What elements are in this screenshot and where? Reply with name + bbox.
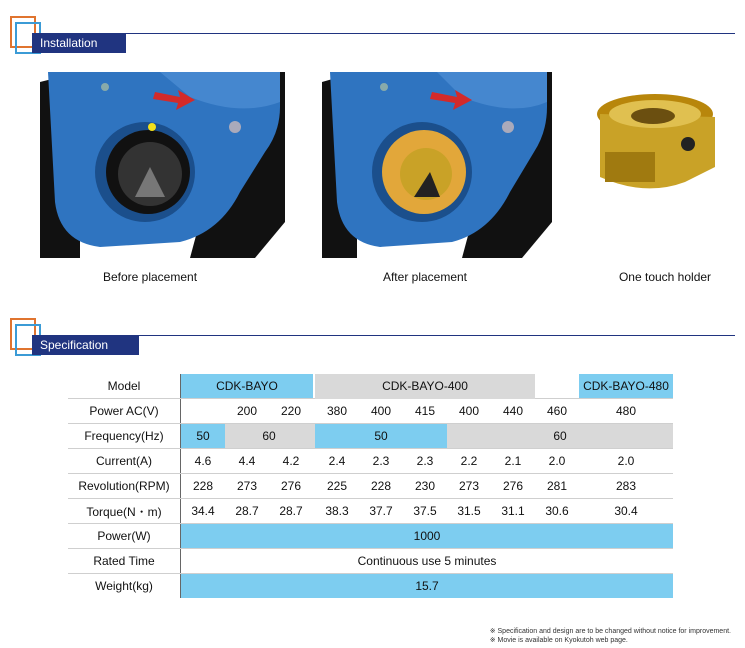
table-cell: 440 [491,399,535,424]
model-cdk-bayo-480: CDK-BAYO-480 [579,374,673,399]
caption-one-touch-holder: One touch holder [618,270,712,284]
table-cell: 34.4 [181,499,226,524]
before-placement-photo [40,72,285,258]
installation-title: Installation [32,33,126,53]
row-label-model: Model [68,374,181,399]
table-cell: 2.3 [403,449,447,474]
table-cell: 2.1 [491,449,535,474]
table-cell: 228 [181,474,226,499]
table-cell: 2.4 [315,449,359,474]
table-cell: Continuous use 5 minutes [181,549,674,574]
table-row [68,549,673,574]
table-cell: 2.0 [535,449,579,474]
table-cell: 273 [225,474,269,499]
row-label-revolution: Revolution(RPM) [68,474,181,499]
table-cell: 283 [579,474,673,499]
table-cell: 37.7 [359,499,403,524]
row-label-power: Power(W) [68,524,181,549]
table-cell: 1000 [181,524,674,549]
footnote: ※ Specification and design are to be changed without notice for improvement. [489,628,731,635]
row-label-power-ac: Power AC(V) [68,399,181,424]
specification-table [68,374,673,598]
installation-header [10,16,735,64]
table-row [68,574,673,599]
specification-title: Specification [32,335,139,355]
table-row [68,424,673,449]
table-cell: 50 [181,424,226,449]
table-row [68,374,673,399]
table-cell: 415 [403,399,447,424]
table-cell: 38.3 [315,499,359,524]
table-cell: 281 [535,474,579,499]
one-touch-holder-photo [585,72,725,258]
table-cell: 30.6 [535,499,579,524]
table-cell: 276 [491,474,535,499]
table-cell: 2.3 [359,449,403,474]
table-cell: 380 [315,399,359,424]
table-cell: 50 [315,424,447,449]
table-cell: 28.7 [269,499,313,524]
model-cdk-bayo-400: CDK-BAYO-400 [315,374,535,399]
caption-before-placement: Before placement [102,270,198,284]
table-cell: 225 [315,474,359,499]
table-cell [181,399,226,424]
table-cell: 30.4 [579,499,673,524]
table-cell: 220 [269,399,313,424]
row-label-frequency: Frequency(Hz) [68,424,181,449]
table-cell: 60 [225,424,313,449]
table-row [68,474,673,499]
caption-after-placement: After placement [382,270,468,284]
header-rule [32,33,735,34]
table-cell: 200 [225,399,269,424]
row-label-current: Current(A) [68,449,181,474]
table-cell: 60 [447,424,673,449]
table-cell: 400 [447,399,491,424]
row-label-rated-time: Rated Time [68,549,181,574]
footnotes [490,627,731,645]
table-cell: 4.6 [181,449,226,474]
table-cell: 31.1 [491,499,535,524]
row-label-torque: Torque(N・m) [68,499,181,524]
table-cell: 37.5 [403,499,447,524]
table-cell: 2.0 [579,449,673,474]
row-label-weight: Weight(kg) [68,574,181,599]
after-placement-photo [322,72,552,258]
table-cell: 480 [579,399,673,424]
table-cell: 2.2 [447,449,491,474]
table-cell: 276 [269,474,313,499]
table-cell: 15.7 [181,574,674,599]
table-cell: 4.4 [225,449,269,474]
specification-header [10,318,735,366]
table-row [68,524,673,549]
table-row [68,449,673,474]
table-cell: 28.7 [225,499,269,524]
table-cell: 228 [359,474,403,499]
table-cell: 460 [535,399,579,424]
table-cell: 273 [447,474,491,499]
model-cdk-bayo: CDK-BAYO [181,374,314,399]
table-row [68,499,673,524]
table-cell: 400 [359,399,403,424]
footnote: ※ Movie is available on Kyokutoh web page. [489,637,628,644]
table-cell: 4.2 [269,449,313,474]
table-cell: 31.5 [447,499,491,524]
table-row [68,399,673,424]
table-cell: 230 [403,474,447,499]
